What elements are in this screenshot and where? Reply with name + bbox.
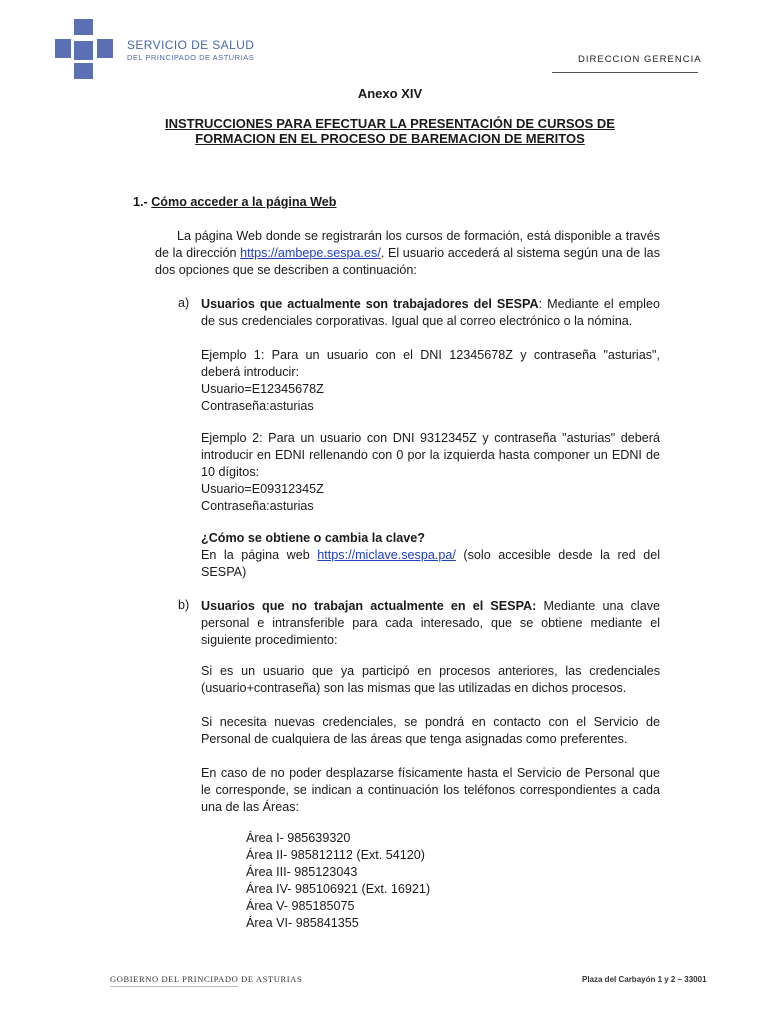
password-question: ¿Cómo se obtiene o cambia la clave?	[201, 531, 425, 545]
miclave-link[interactable]: https://miclave.sespa.pa/	[317, 548, 456, 562]
department-label: DIRECCION GERENCIA	[578, 54, 702, 65]
annex-title: Anexo XIV	[357, 86, 423, 101]
footer-address: Plaza del Carbayón 1 y 2 – 33001	[582, 975, 707, 984]
item-b-para2: Si necesita nuevas credenciales, se pondrá en contacto con el Servicio de Personal de cualquiera de las áreas que tenga asignadas como preferentes.	[201, 715, 660, 746]
intro-paragraph	[155, 228, 660, 279]
item-a-description	[201, 296, 660, 330]
item-b-para3: En caso de no poder desplazarse físicamente hasta el Servicio de Personal que le corresponde, se indican a continuación los teléfonos correspondientes a cada una de las Áreas:	[201, 766, 660, 814]
item-b-para1: Si es un usuario que ya participó en procesos anteriores, las credenciales (usuario+contraseña) son las mismas que las utilizadas en dichos procesos.	[201, 664, 660, 695]
example2-text: Ejemplo 2: Para un usuario con DNI 9312345Z y contraseña "asturias" deberá introducir en EDNI rellenando con 0 por la izquierda hasta componer un EDNI de 10 dígitos:	[201, 431, 660, 479]
password-help	[201, 530, 660, 581]
document-title-line1: INSTRUCCIONES PARA EFECTUAR LA PRESENTACIÓN DE CURSOS DE	[165, 116, 615, 131]
item-a-lead: Usuarios que actualmente son trabajadores del SESPA	[201, 297, 539, 311]
item-b-lead: Usuarios que no trabajan actualmente en el SESPA:	[201, 599, 537, 613]
answer-text: En la página web	[201, 548, 318, 562]
footer-divider	[110, 986, 238, 987]
area-phone-list	[246, 830, 430, 932]
list-item: Área II- 985812112 (Ext. 54120)	[246, 848, 425, 862]
example1	[201, 347, 660, 415]
org-name: SERVICIO DE SALUD	[127, 38, 255, 52]
item-b-text: Mediante una clave personal e intransferible para cada interesado, que se obtiene mediante el siguiente procedimiento:	[201, 599, 661, 647]
section-title: Cómo acceder a la página Web	[151, 195, 337, 209]
item-a-text: : Mediante el empleo de sus credenciales corporativas. Igual que al correo electrónico o la nómina.	[201, 297, 660, 328]
header-divider	[552, 72, 698, 73]
example1-password: Contraseña:asturias	[201, 399, 314, 413]
example2-user: Usuario=E09312345Z	[201, 482, 324, 496]
list-item: Área VI- 985841355	[246, 916, 359, 930]
document-title-line2: FORMACION EN EL PROCESO DE BAREMACION DE MERITOS	[195, 131, 585, 146]
section-number: 1.-	[133, 195, 148, 209]
example2	[201, 430, 660, 515]
sespa-logo-icon	[55, 19, 113, 79]
item-a-marker: a)	[178, 296, 190, 310]
org-subtitle: DEL PRINCIPADO DE ASTURIAS	[127, 53, 255, 62]
intro-text: La página Web donde se registrarán los cursos de formación, está disponible a través de la dirección	[155, 229, 660, 260]
section-heading	[133, 195, 336, 209]
password-answer	[201, 547, 660, 581]
list-item: Área V- 985185075	[246, 899, 355, 913]
item-b-marker: b)	[178, 598, 190, 612]
list-item: Área IV- 985106921 (Ext. 16921)	[246, 882, 431, 896]
example1-text: Ejemplo 1: Para un usuario con el DNI 12345678Z y contraseña "asturias", deberá introducir:	[201, 348, 660, 379]
example2-password: Contraseña:asturias	[201, 499, 314, 513]
ambepe-link[interactable]: https://ambepe.sespa.es/	[240, 246, 381, 260]
example1-user: Usuario=E12345678Z	[201, 382, 324, 396]
item-b-description	[201, 598, 660, 649]
answer-text-end: (solo accesible desde la red del SESPA)	[201, 548, 660, 579]
list-item: Área III- 985123043	[246, 865, 358, 879]
intro-text-end: . El usuario accederá al sistema según una de las dos opciones que se describen a continuación:	[155, 246, 660, 277]
list-item: Área I- 985639320	[246, 831, 351, 845]
footer-government: GOBIERNO DEL PRINCIPADO DE ASTURIAS	[110, 974, 303, 984]
